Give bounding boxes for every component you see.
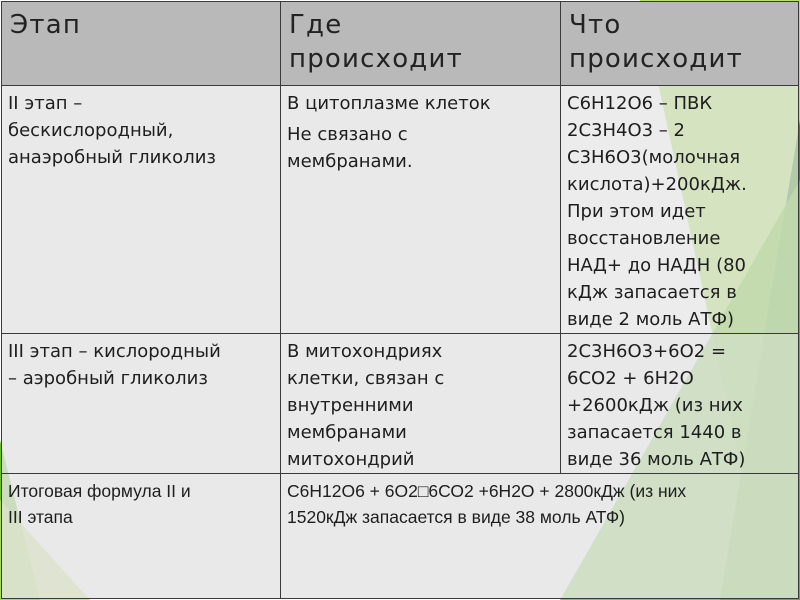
header-where: Где происходит <box>281 2 561 86</box>
table-row <box>2 474 799 599</box>
what-cell: 2С3Н6О3+6О2 = 6СО2 + 6Н2О +2600кДж (из них запасается 1440 в виде 36 моль АТФ) <box>561 334 799 474</box>
what-cell: С6Н12О6 – ПВК 2С3Н4О3 – 2 С3Н6О3(молочная кислота)+200кДж. При этом идет восстановление НАД+ до НАДН (80 кДж запасается в виде 2 моль АТФ) <box>561 86 799 334</box>
where-cell <box>281 86 561 334</box>
table-row <box>2 334 799 474</box>
header-what: Что происходит <box>561 2 799 86</box>
table-row <box>2 86 799 334</box>
stage-cell: Итоговая формула II и III этапа <box>2 474 281 599</box>
header-stage: Этап <box>2 2 281 86</box>
where-line: В цитоплазме клеток <box>287 93 491 114</box>
where-line: Не связано с мембранами. <box>287 124 413 172</box>
stages-table <box>1 1 799 599</box>
stage-cell: III этап – кислородный – аэробный гликолиз <box>2 334 281 474</box>
where-cell: В митохондриях клетки, связан с внутренними мембранами митохондрий <box>281 334 561 474</box>
stage-cell: II этап – бескислородный, анаэробный гликолиз <box>2 86 281 334</box>
summary-formula-cell: С6Н12О6 + 6О2□6СО2 +6Н2О + 2800кДж (из них 1520кДж запасается в виде 38 моль АТФ) <box>281 474 799 599</box>
header-row <box>2 2 799 86</box>
